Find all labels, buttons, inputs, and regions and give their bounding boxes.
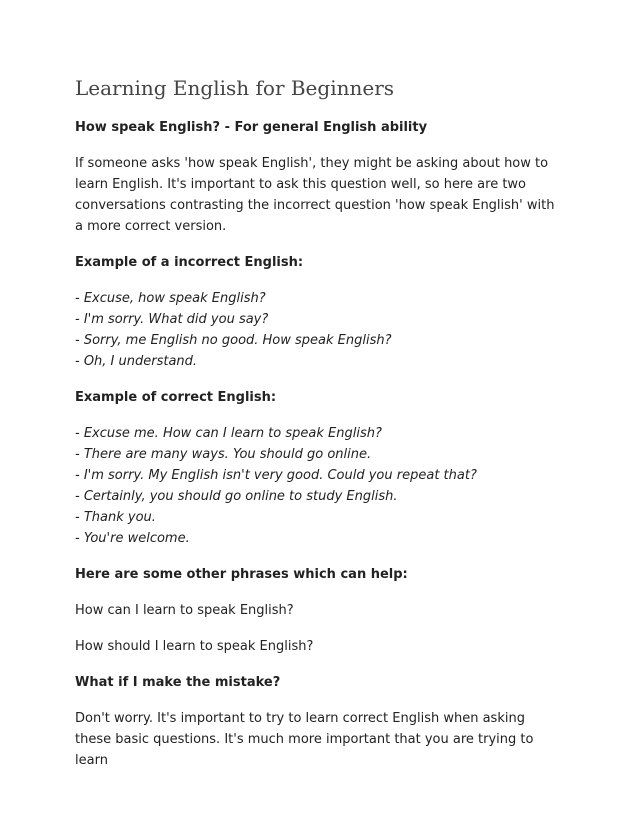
mistake-heading: What if I make the mistake? — [75, 675, 281, 690]
incorrect-dialogue — [75, 288, 565, 372]
intro-paragraph: If someone asks 'how speak English', they might be asking about how to learn English. It's important to ask this question well, so here are two conversations contrasting the incorrect question 'how speak English' with a more correct version. — [75, 156, 555, 234]
dialogue-line: - Excuse me. How can I learn to speak English? — [75, 426, 382, 441]
dialogue-line: - There are many ways. You should go online. — [75, 447, 372, 462]
document-page — [75, 74, 565, 786]
correct-dialogue — [75, 423, 565, 549]
phrase-item: How should I learn to speak English? — [75, 639, 314, 654]
dialogue-line: - Thank you. — [75, 510, 156, 525]
incorrect-example-heading: Example of a incorrect English: — [75, 255, 304, 270]
intro-heading: How speak English? - For general English ability — [75, 120, 428, 135]
correct-example-heading: Example of correct English: — [75, 390, 277, 405]
dialogue-line: - Sorry, me English no good. How speak English? — [75, 333, 392, 348]
dialogue-line: - You're welcome. — [75, 531, 190, 546]
dialogue-line: - Certainly, you should go online to study English. — [75, 489, 398, 504]
dialogue-line: - I'm sorry. My English isn't very good. Could you repeat that? — [75, 468, 477, 483]
dialogue-line: - Excuse, how speak English? — [75, 291, 266, 306]
mistake-paragraph: Don't worry. It's important to try to learn correct English when asking these basic questions. It's much more important that you are trying to learn — [75, 711, 534, 768]
dialogue-line: - I'm sorry. What did you say? — [75, 312, 269, 327]
dialogue-line: - Oh, I understand. — [75, 354, 198, 369]
phrase-item: How can I learn to speak English? — [75, 603, 294, 618]
document-title: Learning English for Beginners — [75, 76, 395, 100]
phrases-heading: Here are some other phrases which can help: — [75, 567, 408, 582]
